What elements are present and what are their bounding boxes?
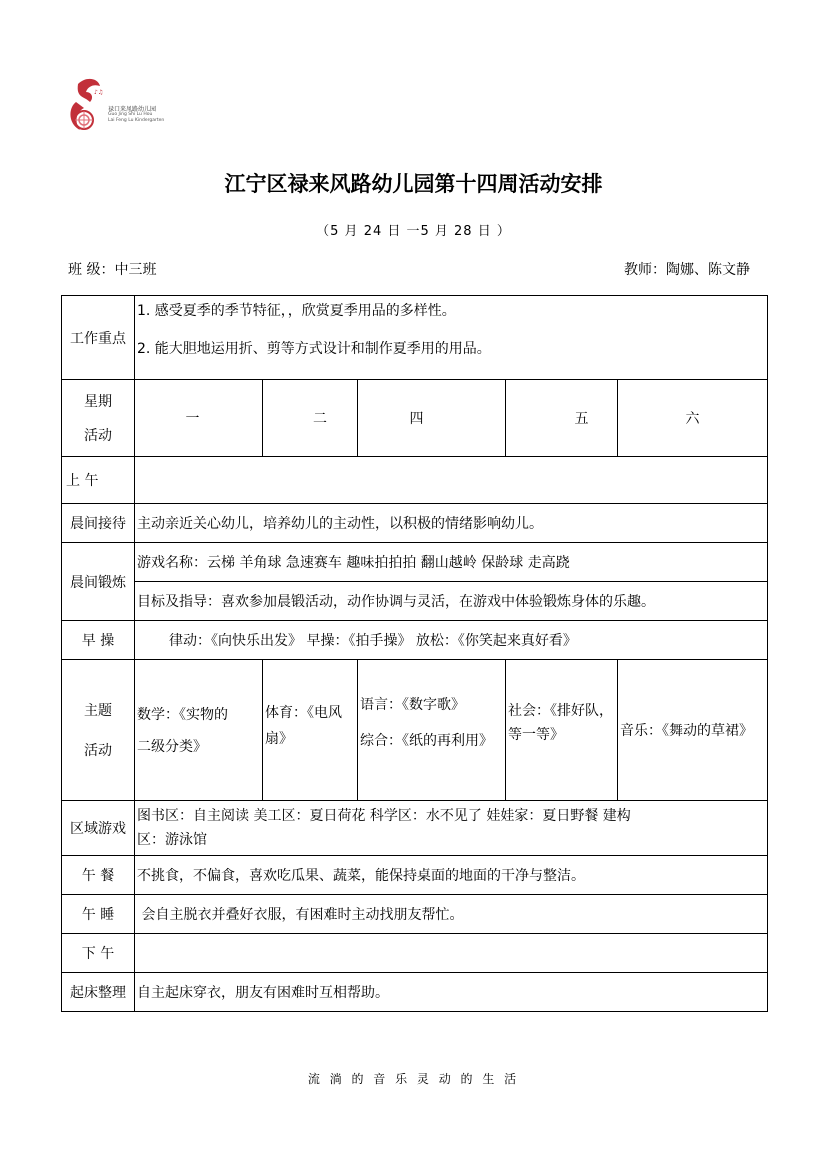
svg-text:♪♫: ♪♫ bbox=[94, 89, 104, 96]
theme-thu-line2: 综合：《纸的再利用》 bbox=[360, 733, 493, 749]
theme-mon-line2: 二级分类》 bbox=[137, 739, 207, 755]
morning-label: 上 午 bbox=[62, 457, 135, 504]
wakeup-text: 自主起床穿衣，朋友有困难时互相帮助。 bbox=[135, 973, 768, 1012]
theme-cell-tue bbox=[263, 660, 358, 801]
nap-label: 午 睡 bbox=[62, 895, 135, 934]
afternoon-row bbox=[62, 934, 768, 973]
exercise-label: 晨间锻炼 bbox=[62, 543, 135, 621]
teacher-label: 教师：陶娜、陈文静 bbox=[624, 262, 750, 278]
theme-sat-line1: 音乐：《舞动的草裙》 bbox=[620, 723, 753, 739]
area-games-content bbox=[135, 801, 768, 856]
theme-label bbox=[62, 660, 135, 801]
weekday-label-line1: 星期 bbox=[84, 394, 112, 410]
weekday-header-row bbox=[62, 380, 768, 457]
exercise-games: 游戏名称：云梯 羊角球 急速赛车 趣味拍拍拍 翻山越岭 保龄球 走高跷 bbox=[135, 543, 768, 582]
focus-item-2: 2. 能大胆地运用折、剪等方式设计和制作夏季用的用品。 bbox=[137, 341, 491, 357]
day-mon: 一 bbox=[135, 380, 263, 457]
day-tue: 二 bbox=[263, 380, 358, 457]
schedule-table bbox=[61, 295, 768, 1012]
logo-name-cn: 禄口来凤路幼儿园 bbox=[108, 106, 157, 113]
reception-text: 主动亲近关心幼儿，培养幼儿的主动性，以积极的情绪影响幼儿。 bbox=[135, 504, 768, 543]
morning-exercise-label: 早 操 bbox=[62, 621, 135, 660]
exercise-goal-row bbox=[62, 582, 768, 621]
wakeup-label: 起床整理 bbox=[62, 973, 135, 1012]
focus-row bbox=[62, 296, 768, 380]
day-sat: 六 bbox=[618, 380, 768, 457]
exercise-games-row bbox=[62, 543, 768, 582]
exercise-goal: 目标及指导：喜欢参加晨锻活动，动作协调与灵活，在游戏中体验锻炼身体的乐趣。 bbox=[135, 582, 768, 621]
logo-name-en-1: Guo Jing Shi Lu Hou bbox=[108, 112, 153, 117]
kindergarten-logo bbox=[64, 74, 184, 136]
theme-thu-line1: 语言：《数字歌》 bbox=[360, 697, 465, 713]
day-fri: 五 bbox=[506, 380, 618, 457]
theme-mon-line1: 数学：《实物的 bbox=[137, 707, 228, 723]
weekday-header-label bbox=[62, 380, 135, 457]
morning-exercise-text: 律动：《向快乐出发》 早操：《拍手操》 放松：《你笑起来真好看》 bbox=[135, 621, 768, 660]
area-games-line2: 区：游泳馆 bbox=[137, 832, 207, 848]
weekday-label-line2: 活动 bbox=[84, 428, 112, 444]
lunch-text: 不挑食，不偏食，喜欢吃瓜果、蔬菜，能保持桌面的地面的干净与整洁。 bbox=[135, 856, 768, 895]
page-title: 江宁区禄来风路幼儿园第十四周活动安排 bbox=[224, 171, 603, 196]
area-games-label: 区域游戏 bbox=[62, 801, 135, 856]
theme-fri-line2: 等一等》 bbox=[508, 727, 564, 743]
theme-cell-mon bbox=[135, 660, 263, 801]
morning-exercise-row bbox=[62, 621, 768, 660]
lunch-label: 午 餐 bbox=[62, 856, 135, 895]
theme-cell-fri bbox=[506, 660, 618, 801]
class-label: 班 级：中三班 bbox=[68, 262, 157, 278]
morning-row bbox=[62, 457, 768, 504]
theme-row bbox=[62, 660, 768, 801]
theme-tue-line2: 扇》 bbox=[265, 731, 293, 747]
day-thu: 四 bbox=[358, 380, 506, 457]
theme-tue-line1: 体育：《电风 bbox=[265, 705, 342, 721]
reception-label: 晨间接待 bbox=[62, 504, 135, 543]
focus-content bbox=[135, 296, 768, 380]
area-games-row bbox=[62, 801, 768, 856]
focus-label: 工作重点 bbox=[62, 296, 135, 380]
wakeup-row bbox=[62, 973, 768, 1012]
logo-emblem-icon bbox=[64, 74, 108, 136]
logo-name-en-2: Lai Feng Lu Kindergarten bbox=[108, 118, 165, 123]
area-games-line1: 图书区：自主阅读 美工区：夏日荷花 科学区：水不见了 娃娃家：夏日野餐 建构 bbox=[137, 808, 631, 824]
footer-slogan: 流 淌 的 音 乐 灵 动 的 生 活 bbox=[307, 1072, 520, 1086]
nap-row bbox=[62, 895, 768, 934]
date-range: （5 月 24 日 一5 月 28 日 ） bbox=[316, 224, 511, 239]
theme-cell-sat bbox=[618, 660, 768, 801]
lunch-row bbox=[62, 856, 768, 895]
reception-row bbox=[62, 504, 768, 543]
focus-item-1: 1. 感受夏季的季节特征，，欣赏夏季用品的多样性。 bbox=[137, 303, 456, 319]
theme-cell-thu bbox=[358, 660, 506, 801]
theme-fri-line1: 社会：《排好队， bbox=[508, 703, 613, 719]
theme-label-line1: 主题 bbox=[84, 703, 112, 719]
nap-text: 会自主脱衣并叠好衣服，有困难时主动找朋友帮忙。 bbox=[135, 895, 768, 934]
afternoon-label: 下 午 bbox=[62, 934, 135, 973]
theme-label-line2: 活动 bbox=[84, 743, 112, 759]
